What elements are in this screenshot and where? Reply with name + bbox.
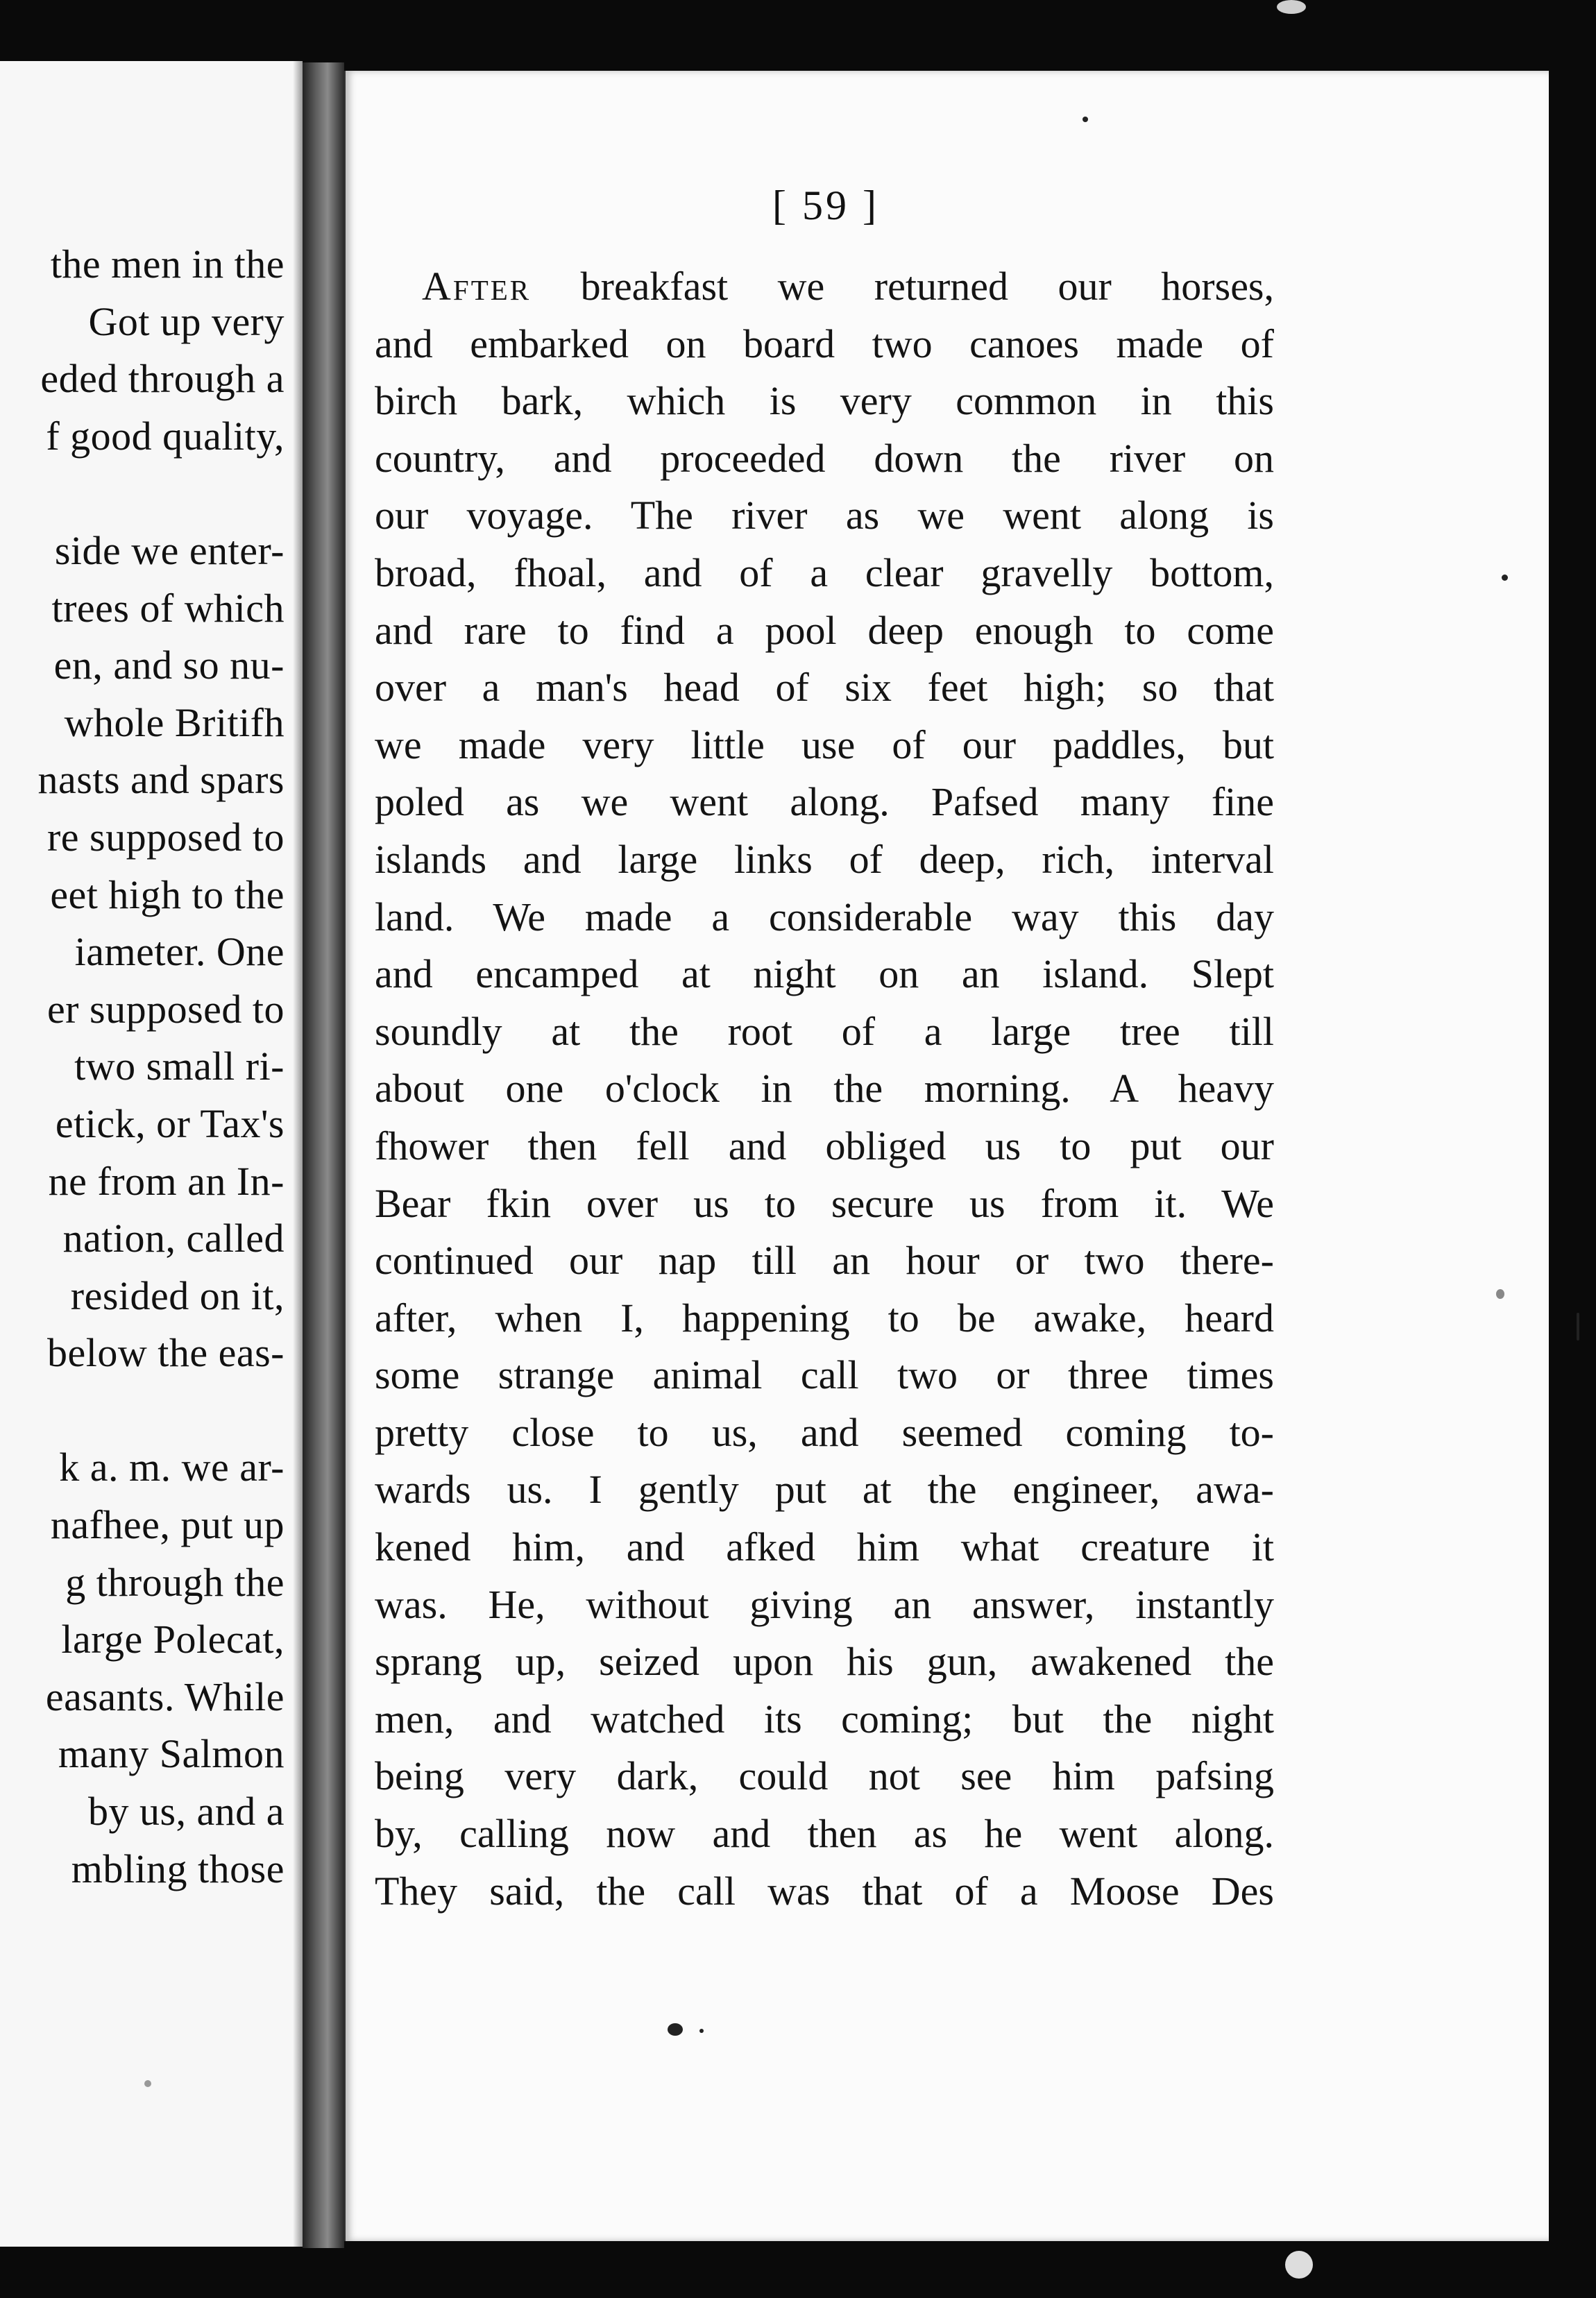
text-line: by, calling now and then as he went along. xyxy=(375,1811,1274,1857)
left-line: re supposed to xyxy=(46,814,285,860)
left-line: nasts and spars xyxy=(37,757,285,803)
text-line: continued our nap till an hour or two there- xyxy=(375,1238,1274,1284)
left-line: eet high to the xyxy=(50,871,285,917)
text-line: and rare to find a pool deep enough to come xyxy=(375,607,1274,653)
left-line: by us, and a xyxy=(87,1789,285,1835)
left-line: f good quality, xyxy=(46,413,285,459)
text-line: country, and proceeded down the river on xyxy=(375,435,1274,481)
text-line: broad, fhoal, and of a clear gravelly bottom, xyxy=(375,550,1274,595)
text-line: pretty close to us, and seemed coming to- xyxy=(375,1409,1274,1455)
text-line: men, and watched its coming; but the night xyxy=(375,1696,1274,1742)
left-line: k a. m. we ar- xyxy=(59,1445,285,1490)
left-line-blank xyxy=(0,1382,285,1440)
text-line: sprang up, seized upon his gun, awakened the xyxy=(375,1639,1274,1685)
speck xyxy=(1285,2251,1313,2279)
body-text xyxy=(375,258,1274,1920)
left-page-text xyxy=(0,236,285,1898)
text-line: land. We made a considerable way this day xyxy=(375,894,1274,939)
book-binding xyxy=(303,62,344,2248)
text-line: fhower then fell and obliged us to put our xyxy=(375,1123,1274,1168)
speck xyxy=(1277,0,1306,14)
left-line: the men in the xyxy=(50,241,285,287)
text-line: and encamped at night on an island. Slept xyxy=(375,951,1274,997)
left-line: resided on it, xyxy=(70,1273,285,1318)
left-line: many Salmon xyxy=(58,1731,285,1777)
left-line: easants. While xyxy=(45,1674,285,1719)
left-line: below the eas- xyxy=(47,1330,285,1376)
text-line: we made very little use of our paddles, but xyxy=(375,722,1274,767)
gutter-shadow xyxy=(293,61,303,2247)
text-line-last: They said, the call was that of a Moose Des xyxy=(375,1868,1274,1914)
left-line: whole Britifh xyxy=(64,699,285,745)
left-line: nafhee, put up xyxy=(50,1502,285,1548)
text-line: our voyage. The river as we went along is xyxy=(375,493,1274,538)
left-line: side we enter- xyxy=(54,527,285,573)
text-line: was. He, without giving an answer, instantly xyxy=(375,1581,1274,1627)
left-page xyxy=(0,61,303,2247)
speck xyxy=(1577,1313,1579,1340)
left-line: nation, called xyxy=(62,1216,285,1261)
text-line: over a man's head of six feet high; so that xyxy=(375,665,1274,710)
left-line: eded through a xyxy=(40,356,285,402)
left-line: iameter. One xyxy=(74,929,285,975)
left-line-blank xyxy=(0,465,285,522)
text-line: about one o'clock in the morning. A heavy xyxy=(375,1066,1274,1112)
left-line: mbling those xyxy=(71,1846,285,1891)
text-line: after, when I, happening to be awake, heard xyxy=(375,1295,1274,1340)
left-line: trees of which xyxy=(51,585,285,631)
page-number: [ 59 ] xyxy=(772,182,879,228)
text-line: birch bark, which is very common in this xyxy=(375,378,1274,424)
text-line: wards us. I gently put at the engineer, awa- xyxy=(375,1467,1274,1513)
left-line: en, and so nu- xyxy=(53,642,285,688)
text-line: and embarked on board two canoes made of xyxy=(375,321,1274,366)
left-line: er supposed to xyxy=(46,986,285,1032)
left-line: large Polecat, xyxy=(61,1617,285,1662)
left-line: etick, or Tax's xyxy=(55,1100,285,1146)
drop-word: After xyxy=(422,264,532,309)
text-line: some strange animal call two or three times xyxy=(375,1352,1274,1398)
text-line: poled as we went along. Pafsed many fine xyxy=(375,779,1274,825)
text-line: soundly at the root of a large tree till xyxy=(375,1008,1274,1054)
left-line: g through the xyxy=(65,1559,285,1605)
text-line: Bear fkin over us to secure us from it. We xyxy=(375,1180,1274,1226)
text-line-rest: breakfast we returned our horses, xyxy=(580,264,1275,309)
text-line: islands and large links of deep, rich, interval xyxy=(375,836,1274,882)
left-line: two small ri- xyxy=(74,1044,285,1089)
left-line: Got up very xyxy=(88,298,285,344)
text-line-first xyxy=(375,258,1274,316)
text-line: being very dark, could not see him pafsing xyxy=(375,1753,1274,1799)
text-line: kened him, and afked him what creature it xyxy=(375,1524,1274,1570)
left-line: ne from an In- xyxy=(48,1158,285,1204)
